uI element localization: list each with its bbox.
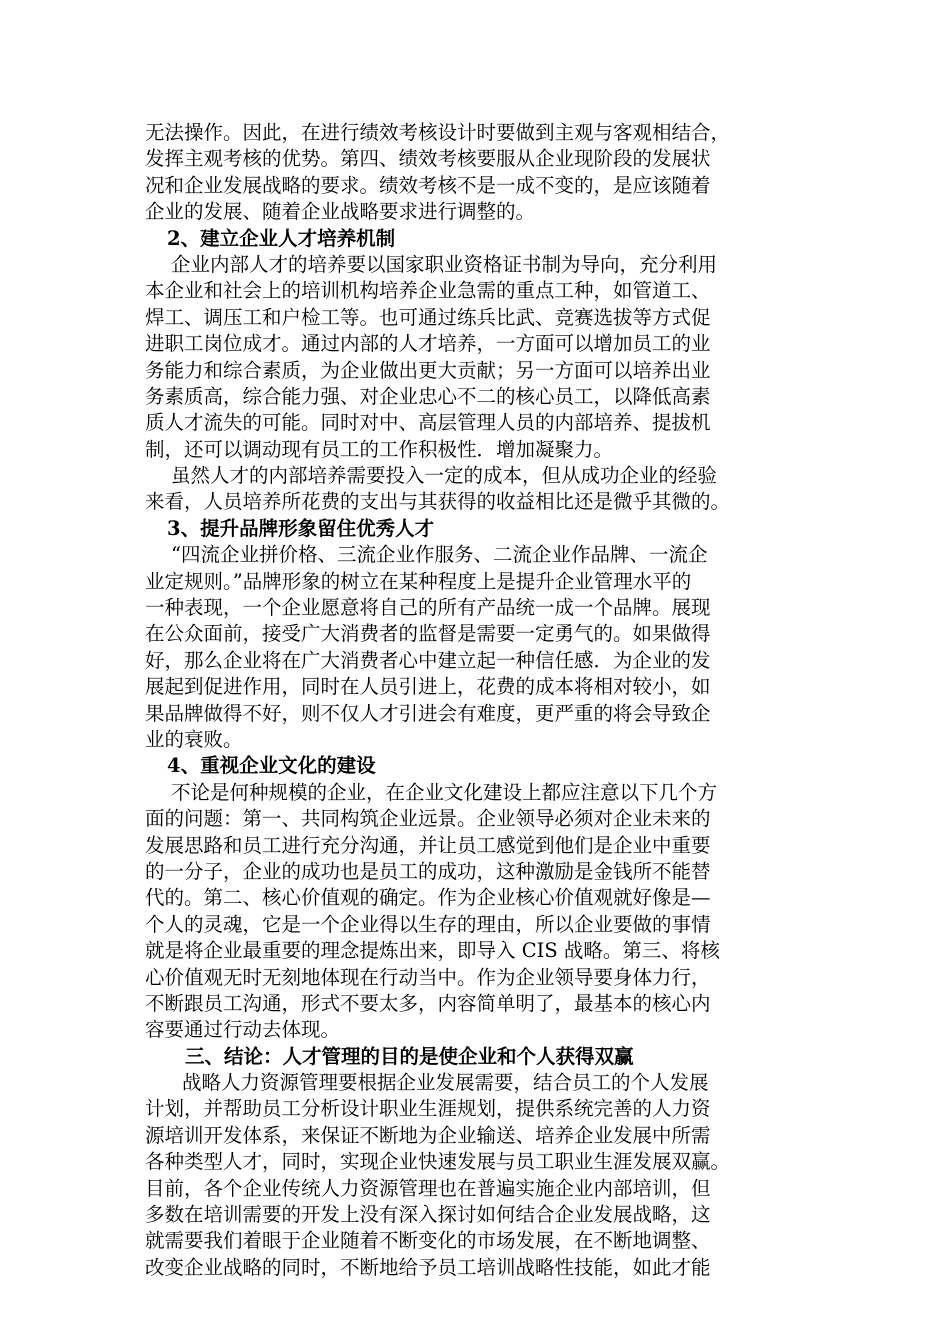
paragraph-line: 容要通过行动去体现。 xyxy=(145,1018,341,1042)
paragraph-line: 无法操作。因此，在进行绩效考核设计时要做到主观与客观相结合， xyxy=(145,121,731,144)
paragraph-line: 就需要我们着眼于企业随着不断变化的市场发展，在不断地调整、 xyxy=(145,1229,711,1253)
paragraph-line: 业的衰败。 xyxy=(145,727,243,751)
paragraph-line: 的一分子，企业的成功也是员工的成功，这种激励是金钱所不能替 xyxy=(145,859,711,883)
paragraph-line: 面的问题：第一、共同构筑企业远景。企业领导必须对企业未来的 xyxy=(145,807,711,831)
section-heading: 3、提升品牌形象留住优秀人才 xyxy=(167,516,435,540)
paragraph-line: 就是将企业最重要的理念提炼出来，即导入 CIS 战略。第三、将核 xyxy=(145,939,720,963)
paragraph-line: 各种类型人才，同时，实现企业快速发展与员工职业生涯发展双赢。 xyxy=(145,1150,731,1174)
paragraph-line: 虽然人才的内部培养需要投入一定的成本，但从成功企业的经验 xyxy=(171,464,718,488)
paragraph-line: 务能力和综合素质，为企业做出更大贡献；另一方面可以培养出业 xyxy=(145,358,711,382)
paragraph-line: 发挥主观考核的优势。第四、绩效考核要服从企业现阶段的发展状 xyxy=(145,147,711,171)
section-heading: 4、重视企业文化的建设 xyxy=(167,754,376,778)
paragraph-line: 质人才流失的可能。同时对中、高层管理人员的内部培养、提拔机 xyxy=(145,411,711,435)
paragraph-line: 一种表现，一个企业愿意将自己的所有产品统一成一个品牌。展现 xyxy=(145,596,711,620)
paragraph-line: 本企业和社会上的培训机构培养企业急需的重点工种，如管道工、 xyxy=(145,279,711,303)
chapter-heading: 三、结论：人才管理的目的是使企业和个人获得双赢 xyxy=(185,1044,634,1068)
paragraph-line: 企业内部人才的培养要以国家职业资格证书制为导向，充分利用 xyxy=(171,252,718,276)
paragraph-line: 果品牌做得不好，则不仅人才引进会有难度，更严重的将会导致企 xyxy=(145,701,711,725)
paragraph-line: 计划，并帮助员工分析设计职业生涯规划，提供系统完善的人力资 xyxy=(145,1097,711,1121)
paragraph-line: 展起到促进作用，同时在人员引进上，花费的成本将相对较小，如 xyxy=(145,675,711,699)
paragraph-line: 代的。第二、核心价值观的确定。作为企业核心价值观就好像是— xyxy=(145,886,711,910)
paragraph-line: 多数在培训需要的开发上没有深入探讨如何结合企业发展战略，这 xyxy=(145,1203,711,1227)
document-page xyxy=(145,120,815,1281)
paragraph-line: 好，那么企业将在广大消费者心中建立起一种信任感．为企业的发 xyxy=(145,648,711,672)
paragraph-line: 企业的发展、随着企业战略要求进行调整的。 xyxy=(145,200,536,224)
paragraph-line: 改变企业战略的同时，不断地给予员工培训战略性技能，如此才能 xyxy=(145,1255,711,1279)
paragraph-line: 进职工岗位成才。通过内部的人才培养，一方面可以增加员工的业 xyxy=(145,332,711,356)
paragraph-line: 况和企业发展战略的要求。绩效考核不是一成不变的，是应该随着 xyxy=(145,173,711,197)
paragraph-line: 个人的灵魂，它是一个企业得以生存的理由，所以企业要做的事情 xyxy=(145,912,711,936)
paragraph-line: 不断跟员工沟通，形式不要太多，内容简单明了，最基本的核心内 xyxy=(145,991,711,1015)
paragraph-line: 目前，各个企业传统人力资源管理也在普遍实施企业内部培训，但 xyxy=(145,1176,711,1200)
paragraph-line: 发展思路和员工进行充分沟通，并让员工感觉到他们是企业中重要 xyxy=(145,833,711,857)
paragraph-line: “四流企业拼价格、三流企业作服务、二流企业作品牌、一流企 xyxy=(171,543,708,567)
paragraph-line: 来看，人员培养所花费的支出与其获得的收益相比还是微乎其微的。 xyxy=(145,490,731,514)
paragraph-line: 制，还可以调动现有员工的工作积极性．增加凝聚力。 xyxy=(145,437,614,461)
paragraph-line: 业定规则。”品牌形象的树立在某种程度上是提升企业管理水平的 xyxy=(145,569,692,593)
paragraph-line: 务素质高，综合能力强、对企业忠心不二的核心员工，以降低高素 xyxy=(145,384,711,408)
paragraph-line: 不论是何种规模的企业，在企业文化建设上都应注意以下几个方 xyxy=(171,780,718,804)
paragraph-line: 焊工、调压工和户检工等。也可通过练兵比武、竞赛选拔等方式促 xyxy=(145,305,711,329)
section-heading: 2、建立企业人才培养机制 xyxy=(167,226,396,250)
paragraph-line: 在公众面前，接受广大消费者的监督是需要一定勇气的。如果做得 xyxy=(145,622,711,646)
paragraph-line: 战略人力资源管理要根据企业发展需要，结合员工的个人发展 xyxy=(182,1071,709,1095)
paragraph-line: 源培训开发体系，来保证不断地为企业输送、培养企业发展中所需 xyxy=(145,1123,711,1147)
paragraph-line: 心价值观无时无刻地体现在行动当中。作为企业领导要身体力行， xyxy=(145,965,711,989)
